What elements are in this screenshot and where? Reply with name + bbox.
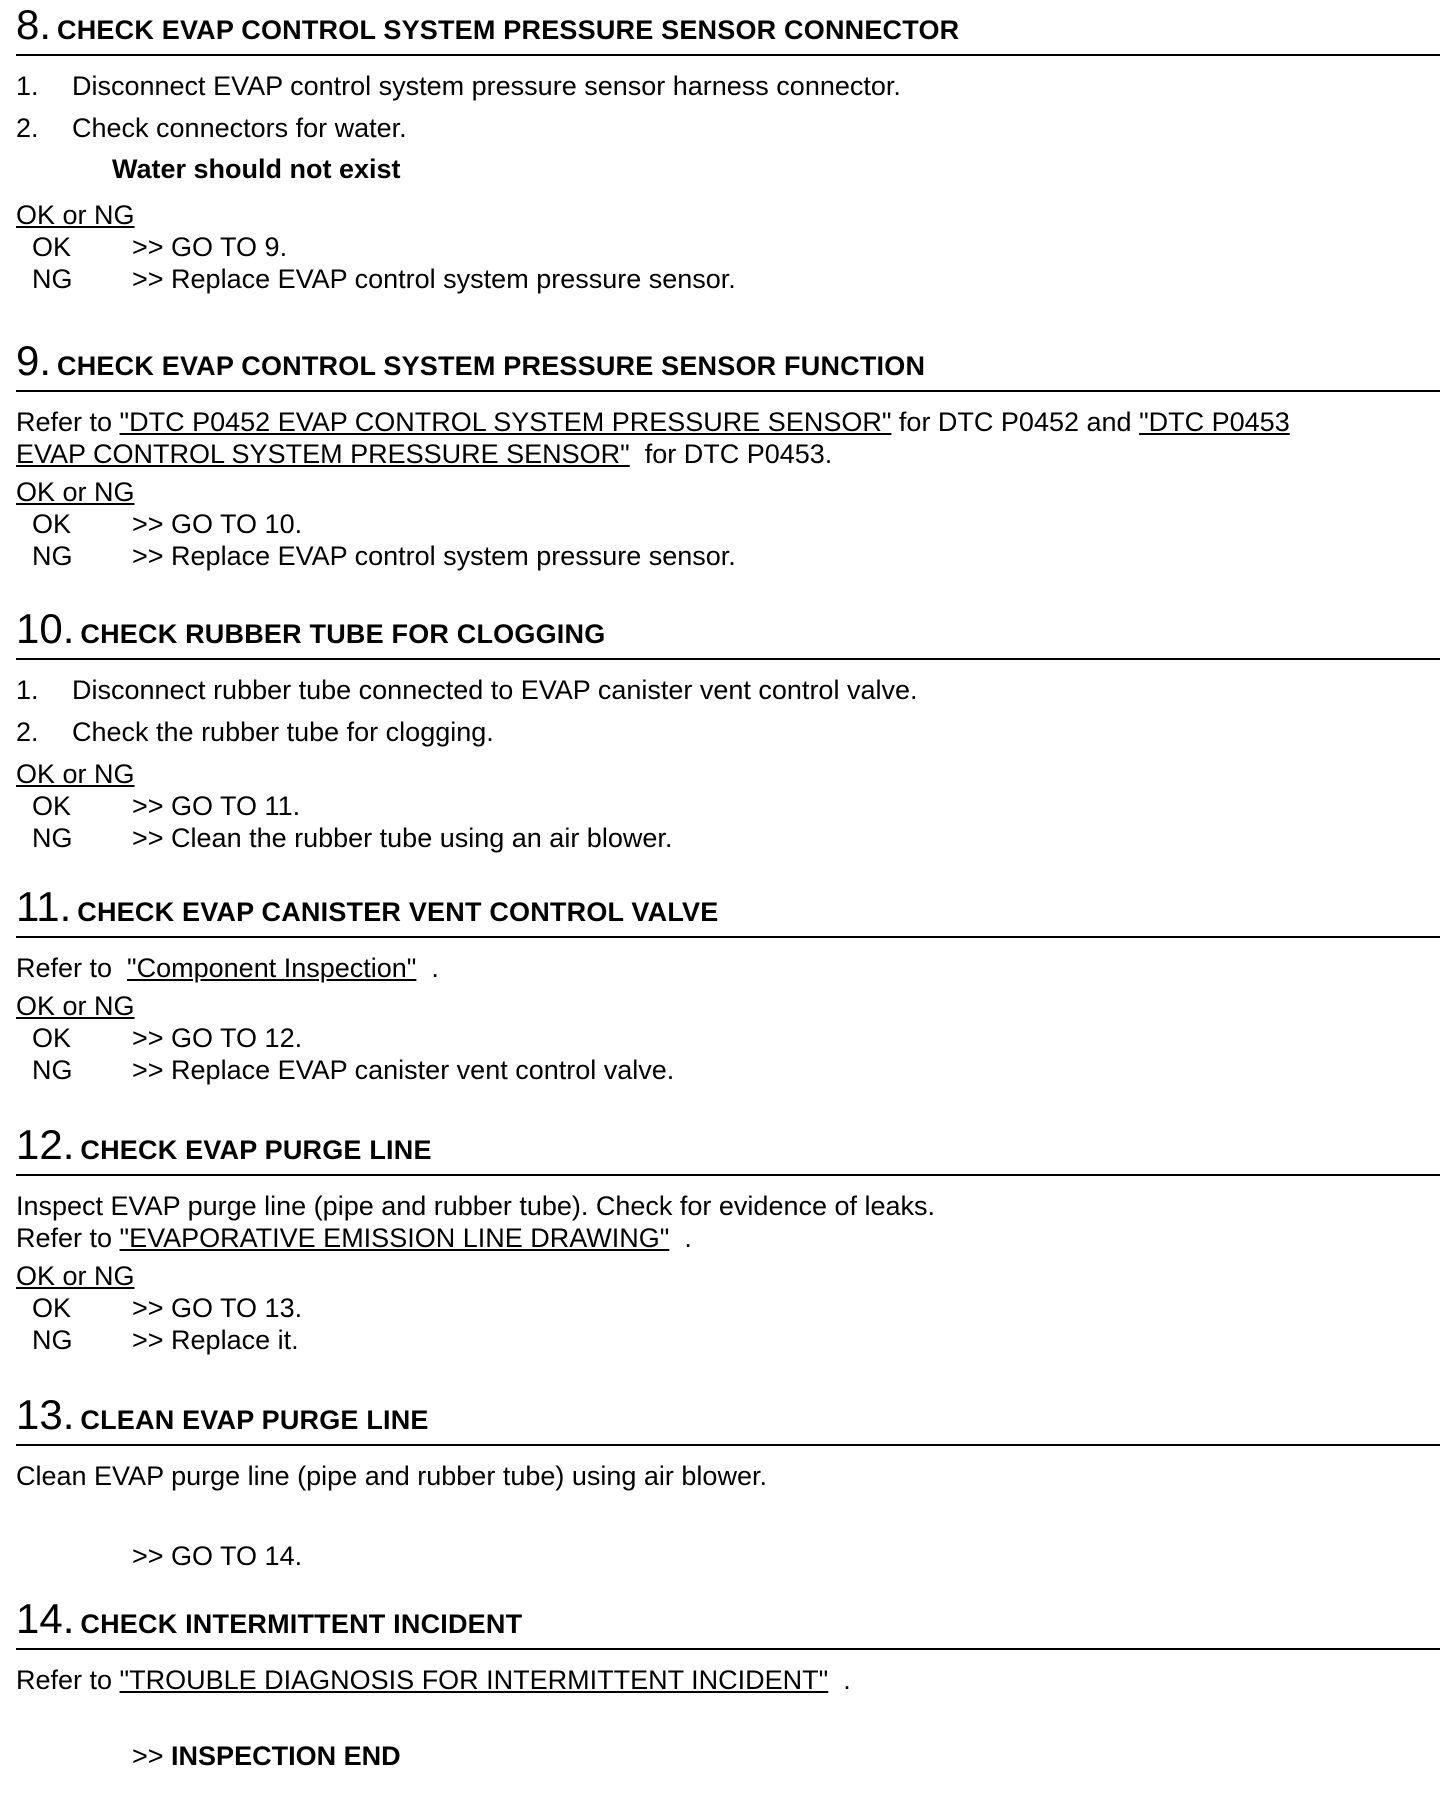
step-title: CHECK EVAP CONTROL SYSTEM PRESSURE SENSOR FUNCTION — [57, 351, 926, 381]
list-number: 2. — [16, 113, 39, 143]
refer-prefix: Refer to — [16, 1665, 120, 1695]
inspect-text: Inspect EVAP purge line (pipe and rubber tube). Check for evidence of leaks. — [16, 1191, 936, 1221]
component-inspection-link[interactable]: "Component Inspection" — [127, 953, 417, 983]
ng-result — [16, 1324, 1440, 1356]
list-number: 1. — [16, 675, 39, 705]
instruction-list — [16, 674, 1440, 748]
ng-text: >> Replace it. — [132, 1325, 299, 1355]
ok-text: >> GO TO 9. — [132, 232, 288, 262]
list-number: 1. — [16, 71, 39, 101]
step-title: CHECK EVAP PURGE LINE — [80, 1135, 432, 1165]
list-text: Disconnect EVAP control system pressure sensor harness connector. — [72, 71, 901, 101]
ok-or-ng-label: OK or NG — [16, 477, 135, 507]
step-title: CHECK EVAP CONTROL SYSTEM PRESSURE SENSOR CONNECTOR — [57, 15, 960, 45]
ok-label: OK — [32, 232, 72, 262]
step-number: 11. — [16, 883, 72, 930]
ng-text: >> Replace EVAP control system pressure sensor. — [132, 264, 736, 294]
step-header — [16, 1121, 1440, 1176]
list-item — [16, 70, 1440, 102]
list-item — [16, 716, 1440, 748]
ok-result — [16, 1022, 1440, 1054]
refer-suffix: for DTC P0453. — [629, 439, 833, 469]
list-number: 2. — [16, 717, 39, 747]
ng-text: >> Clean the rubber tube using an air blower. — [132, 823, 673, 853]
step-number: 8. — [16, 1, 52, 48]
refer-paragraph — [16, 952, 1440, 984]
dtc-p0452-link[interactable]: "DTC P0452 EVAP CONTROL SYSTEM PRESSURE SENSOR" — [119, 407, 892, 437]
list-text: Disconnect rubber tube connected to EVAP canister vent control valve. — [72, 675, 918, 705]
step-12 — [16, 1121, 1440, 1356]
ng-label: NG — [32, 541, 73, 571]
spec-text: Water should not exist — [112, 154, 401, 184]
ok-or-ng-label: OK or NG — [16, 1261, 135, 1291]
refer-paragraph — [16, 1222, 1440, 1254]
step-11 — [16, 883, 1440, 1086]
list-item — [16, 112, 1440, 144]
inspection-end — [132, 1740, 1440, 1772]
ok-result — [16, 508, 1440, 540]
step-10 — [16, 605, 1440, 854]
step-header — [16, 605, 1440, 660]
refer-prefix: Refer to — [16, 1223, 120, 1253]
step-title: CHECK EVAP CANISTER VENT CONTROL VALVE — [77, 897, 719, 927]
ok-text: >> GO TO 11. — [132, 791, 301, 821]
ng-result — [16, 263, 1440, 295]
step-9 — [16, 337, 1440, 572]
ok-or-ng-label: OK or NG — [16, 759, 135, 789]
ok-or-ng-label: OK or NG — [16, 200, 135, 230]
ok-text: >> GO TO 10. — [132, 509, 303, 539]
refer-prefix: Refer to — [16, 407, 120, 437]
ng-label: NG — [32, 823, 73, 853]
step-14 — [16, 1595, 1440, 1772]
ng-result — [16, 1054, 1440, 1086]
intermittent-incident-link[interactable]: "TROUBLE DIAGNOSIS FOR INTERMITTENT INCIDENT" — [119, 1665, 829, 1695]
step-header — [16, 337, 1440, 392]
refer-suffix: . — [669, 1223, 692, 1253]
ok-label: OK — [32, 1023, 72, 1053]
ok-result — [16, 1292, 1440, 1324]
refer-paragraph — [16, 1664, 1440, 1696]
dtc-p0453-link-part2[interactable]: EVAP CONTROL SYSTEM PRESSURE SENSOR" — [16, 439, 630, 469]
inspection-end-label: INSPECTION END — [171, 1741, 401, 1771]
ok-label: OK — [32, 791, 72, 821]
refer-suffix: . — [828, 1665, 851, 1695]
clean-text: Clean EVAP purge line (pipe and rubber tube) using air blower. — [16, 1461, 767, 1491]
goto-prefix: >> — [132, 1741, 172, 1771]
refer-paragraph — [16, 406, 1440, 470]
ok-text: >> GO TO 12. — [132, 1023, 303, 1053]
refer-mid: for DTC P0452 and — [891, 407, 1140, 437]
step-13 — [16, 1391, 1440, 1572]
ok-text: >> GO TO 13. — [132, 1293, 303, 1323]
ng-result — [16, 822, 1440, 854]
ok-result — [16, 790, 1440, 822]
ng-label: NG — [32, 1055, 73, 1085]
step-title: CHECK INTERMITTENT INCIDENT — [80, 1609, 523, 1639]
ng-label: NG — [32, 1325, 73, 1355]
instruction-list — [16, 70, 1440, 144]
step-header — [16, 883, 1440, 938]
list-item — [16, 674, 1440, 706]
ok-label: OK — [32, 1293, 72, 1323]
step-header — [16, 1391, 1440, 1446]
list-text: Check the rubber tube for clogging. — [72, 717, 494, 747]
ok-result — [16, 231, 1440, 263]
step-title: CLEAN EVAP PURGE LINE — [80, 1405, 429, 1435]
refer-suffix: . — [416, 953, 439, 983]
step-number: 12. — [16, 1121, 75, 1168]
refer-prefix: Refer to — [16, 953, 128, 983]
step-title: CHECK RUBBER TUBE FOR CLOGGING — [80, 619, 606, 649]
list-text: Check connectors for water. — [72, 113, 407, 143]
step-header — [16, 1595, 1440, 1650]
emission-line-drawing-link[interactable]: "EVAPORATIVE EMISSION LINE DRAWING" — [119, 1223, 670, 1253]
ng-text: >> Replace EVAP control system pressure sensor. — [132, 541, 736, 571]
ng-label: NG — [32, 264, 73, 294]
step-header — [16, 1, 1440, 56]
dtc-p0453-link-part1[interactable]: "DTC P0453 — [1139, 407, 1290, 437]
step-number: 10. — [16, 605, 75, 652]
ng-result — [16, 540, 1440, 572]
step-number: 14. — [16, 1595, 75, 1642]
step-number: 9. — [16, 337, 52, 384]
step-8 — [16, 1, 1440, 295]
ok-or-ng-label: OK or NG — [16, 991, 135, 1021]
ng-text: >> Replace EVAP canister vent control valve. — [132, 1055, 675, 1085]
step-number: 13. — [16, 1391, 75, 1438]
ok-label: OK — [32, 509, 72, 539]
goto-text: >> GO TO 14. — [132, 1541, 303, 1571]
